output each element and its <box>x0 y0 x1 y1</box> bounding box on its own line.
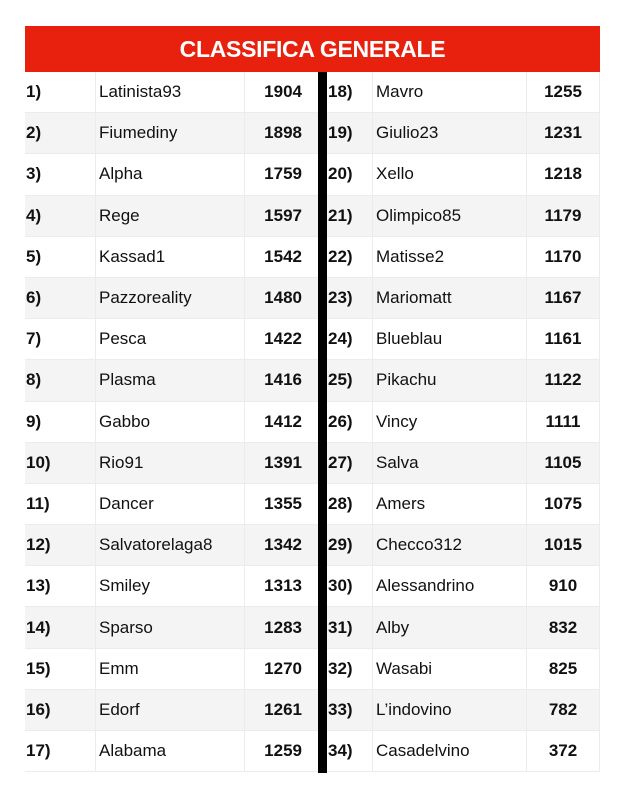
rank-cell: 30) <box>327 566 373 606</box>
table-row <box>25 278 318 319</box>
table-row <box>327 484 600 525</box>
rank-cell: 11) <box>25 484 96 524</box>
points-cell: 1231 <box>527 113 600 153</box>
player-name-cell: Casadelvino <box>373 731 527 771</box>
standings-title: CLASSIFICA GENERALE <box>25 26 600 72</box>
player-name-cell: Mavro <box>373 72 527 112</box>
points-cell: 1422 <box>264 329 302 349</box>
table-row <box>327 443 600 484</box>
rank-cell: 15) <box>25 649 96 689</box>
table-row <box>327 607 600 648</box>
player-name-cell: Gabbo <box>96 402 245 442</box>
rank-cell: 7) <box>25 319 96 359</box>
table-row <box>25 196 318 237</box>
table-row <box>327 154 600 195</box>
player-name-cell: Dancer <box>96 484 245 524</box>
points-cell: 1416 <box>264 370 302 390</box>
table-row <box>327 402 600 443</box>
table-row <box>25 731 318 772</box>
player-name-cell: Smiley <box>96 566 245 606</box>
rank-cell: 13) <box>25 566 96 606</box>
points-cell: 1904 <box>264 82 302 102</box>
points-cell: 1105 <box>527 443 600 483</box>
rank-cell: 22) <box>327 237 373 277</box>
rank-cell: 25) <box>327 360 373 400</box>
rank-cell: 2) <box>25 113 96 153</box>
table-row <box>25 607 318 648</box>
player-name-cell: Sparso <box>96 607 245 647</box>
points-cell: 372 <box>527 731 600 771</box>
points-cell: 1283 <box>264 617 302 637</box>
rank-cell: 34) <box>327 731 373 771</box>
standings-table-right <box>327 72 600 772</box>
points-cell: 1259 <box>264 741 302 761</box>
rank-cell: 1) <box>25 72 96 112</box>
rank-cell: 10) <box>25 443 96 483</box>
player-name-cell: Blueblau <box>373 319 527 359</box>
points-cell: 910 <box>527 566 600 606</box>
player-name-cell: Pikachu <box>373 360 527 400</box>
rank-cell: 29) <box>327 525 373 565</box>
points-cell: 1075 <box>527 484 600 524</box>
player-name-cell: Latinista93 <box>96 72 245 112</box>
rank-cell: 18) <box>327 72 373 112</box>
table-row <box>25 525 318 566</box>
table-row <box>25 319 318 360</box>
table-row <box>327 525 600 566</box>
rank-cell: 8) <box>25 360 96 400</box>
player-name-cell: Matisse2 <box>373 237 527 277</box>
points-cell: 1355 <box>264 493 302 513</box>
rank-cell: 14) <box>25 607 96 647</box>
player-name-cell: Vincy <box>373 402 527 442</box>
standings-table-left <box>25 72 318 772</box>
table-row <box>25 484 318 525</box>
player-name-cell: Kassad1 <box>96 237 245 277</box>
points-cell: 1391 <box>264 452 302 472</box>
player-name-cell: Fiumediny <box>96 113 245 153</box>
player-name-cell: Xello <box>373 154 527 194</box>
points-cell: 1255 <box>527 72 600 112</box>
player-name-cell: Pazzoreality <box>96 278 245 318</box>
table-row <box>25 690 318 731</box>
column-divider <box>318 72 327 773</box>
table-row <box>327 72 600 113</box>
table-row <box>327 278 600 319</box>
points-cell: 1759 <box>264 164 302 184</box>
table-row <box>25 402 318 443</box>
points-cell: 1270 <box>264 658 302 678</box>
rank-cell: 4) <box>25 196 96 236</box>
table-row <box>25 649 318 690</box>
table-row <box>327 690 600 731</box>
table-row <box>327 566 600 607</box>
points-cell: 832 <box>527 607 600 647</box>
table-row <box>327 360 600 401</box>
points-cell: 1597 <box>264 205 302 225</box>
points-cell: 1898 <box>264 123 302 143</box>
table-row <box>327 237 600 278</box>
player-name-cell: Rio91 <box>96 443 245 483</box>
rank-cell: 20) <box>327 154 373 194</box>
rank-cell: 21) <box>327 196 373 236</box>
rank-cell: 33) <box>327 690 373 730</box>
player-name-cell: Alpha <box>96 154 245 194</box>
player-name-cell: Rege <box>96 196 245 236</box>
rank-cell: 24) <box>327 319 373 359</box>
rank-cell: 5) <box>25 237 96 277</box>
rank-cell: 32) <box>327 649 373 689</box>
points-cell: 782 <box>527 690 600 730</box>
table-row <box>25 154 318 195</box>
points-cell: 1218 <box>527 154 600 194</box>
rank-cell: 27) <box>327 443 373 483</box>
points-cell: 1179 <box>527 196 600 236</box>
table-row <box>327 319 600 360</box>
rank-cell: 19) <box>327 113 373 153</box>
player-name-cell: Amers <box>373 484 527 524</box>
points-cell: 1261 <box>264 699 302 719</box>
points-cell: 1170 <box>527 237 600 277</box>
table-row <box>327 196 600 237</box>
rank-cell: 17) <box>25 731 96 771</box>
player-name-cell: Plasma <box>96 360 245 400</box>
points-cell: 1342 <box>264 535 302 555</box>
rank-cell: 12) <box>25 525 96 565</box>
table-row <box>25 237 318 278</box>
player-name-cell: Giulio23 <box>373 113 527 153</box>
rank-cell: 16) <box>25 690 96 730</box>
rank-cell: 23) <box>327 278 373 318</box>
rank-cell: 9) <box>25 402 96 442</box>
player-name-cell: Salvatorelaga8 <box>96 525 245 565</box>
points-cell: 1313 <box>264 576 302 596</box>
points-cell: 1412 <box>264 411 302 431</box>
points-cell: 1111 <box>527 402 600 442</box>
table-row <box>25 72 318 113</box>
table-row <box>25 443 318 484</box>
player-name-cell: Alby <box>373 607 527 647</box>
player-name-cell: Emm <box>96 649 245 689</box>
player-name-cell: Mariomatt <box>373 278 527 318</box>
player-name-cell: Salva <box>373 443 527 483</box>
rank-cell: 31) <box>327 607 373 647</box>
points-cell: 1542 <box>264 246 302 266</box>
points-cell: 1161 <box>527 319 600 359</box>
points-cell: 1480 <box>264 288 302 308</box>
table-row <box>327 649 600 690</box>
points-cell: 1167 <box>527 278 600 318</box>
rank-cell: 28) <box>327 484 373 524</box>
player-name-cell: Alabama <box>96 731 245 771</box>
player-name-cell: Wasabi <box>373 649 527 689</box>
table-row <box>25 566 318 607</box>
player-name-cell: Checco312 <box>373 525 527 565</box>
table-row <box>25 360 318 401</box>
table-row <box>327 113 600 154</box>
player-name-cell: Pesca <box>96 319 245 359</box>
rank-cell: 3) <box>25 154 96 194</box>
table-row <box>327 731 600 772</box>
table-row <box>25 113 318 154</box>
points-cell: 1122 <box>527 360 600 400</box>
rank-cell: 6) <box>25 278 96 318</box>
player-name-cell: Alessandrino <box>373 566 527 606</box>
rank-cell: 26) <box>327 402 373 442</box>
player-name-cell: Olimpico85 <box>373 196 527 236</box>
points-cell: 1015 <box>527 525 600 565</box>
player-name-cell: L’indovino <box>373 690 527 730</box>
points-cell: 825 <box>527 649 600 689</box>
player-name-cell: Edorf <box>96 690 245 730</box>
